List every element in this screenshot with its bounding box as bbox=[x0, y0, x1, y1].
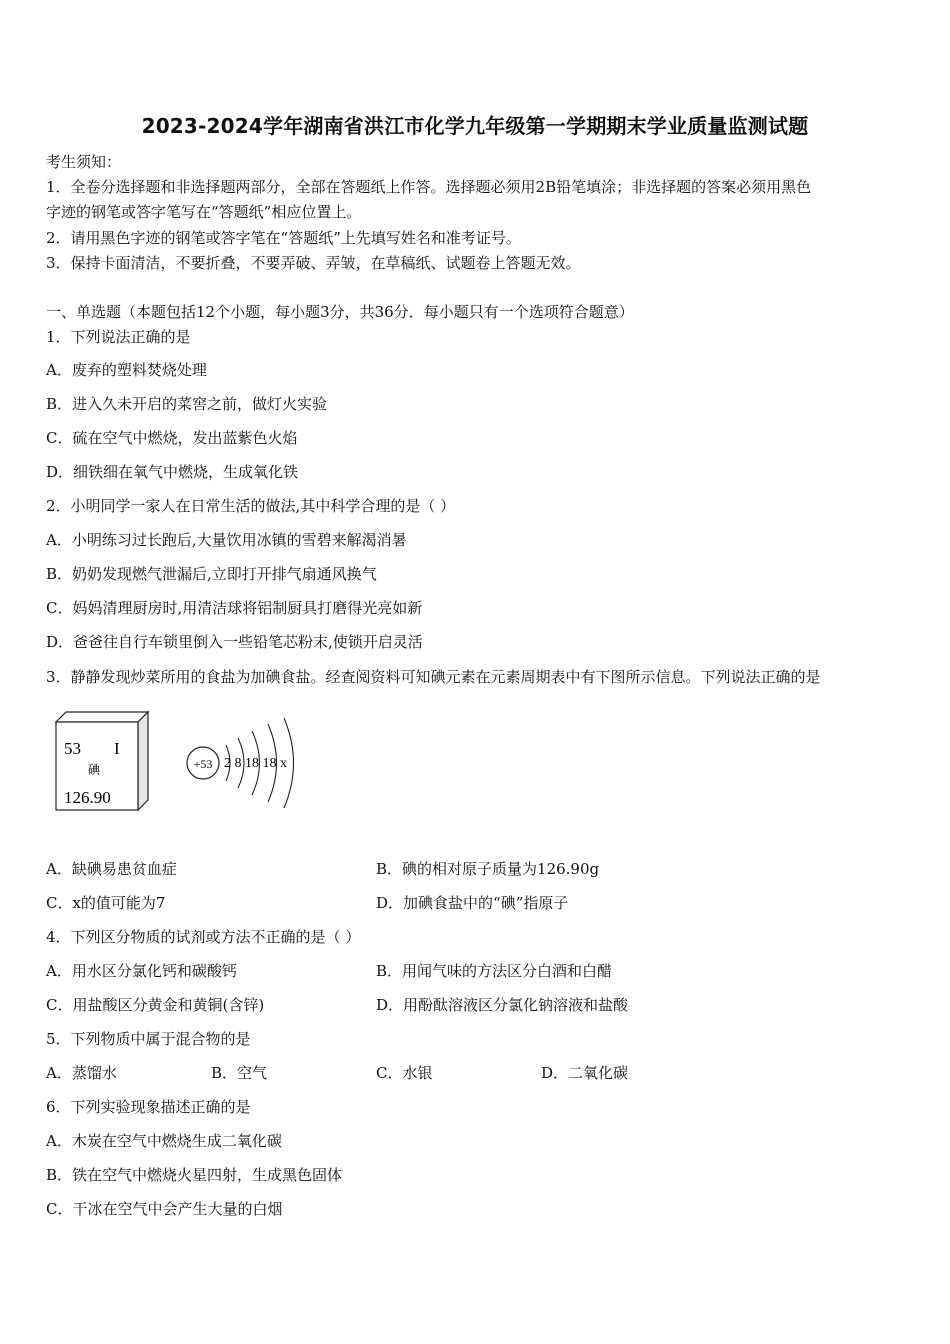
q5-option-b: B．空气 bbox=[211, 1064, 268, 1082]
electron-shell-counts: 2 8 18 18 x bbox=[224, 756, 287, 771]
q2-option-b: B．奶奶发现燃气泄漏后,立即打开排气扇通风换气 bbox=[46, 565, 377, 583]
notice-item: 3．保持卡面清洁，不要折叠，不要弄破、弄皱，在草稿纸、试题卷上答题无效。 bbox=[46, 254, 581, 272]
nuclear-charge: +53 bbox=[193, 757, 213, 771]
q3-option-a: A．缺碘易患贫血症 bbox=[46, 860, 177, 878]
notice-item: 1．全卷分选择题和非选择题两部分，全部在答题纸上作答。选择题必须用2B铅笔填涂；非选择题的答案必须用黑色 bbox=[46, 178, 812, 196]
element-card-and-atom-diagram bbox=[48, 708, 308, 818]
q1-option-c: C．硫在空气中燃烧，发出蓝紫色火焰 bbox=[46, 429, 298, 447]
question-4-stem: 4．下列区分物质的试剂或方法不正确的是（ ） bbox=[46, 928, 361, 946]
notice-item: 2．请用黑色字迹的钢笔或答字笔在“答题纸”上先填写姓名和准考证号。 bbox=[46, 229, 521, 247]
q5-option-a: A．蒸馏水 bbox=[46, 1064, 117, 1082]
question-5-stem: 5．下列物质中属于混合物的是 bbox=[46, 1030, 251, 1048]
q5-option-c: C．水银 bbox=[376, 1064, 433, 1082]
q3-option-d: D．加碘食盐中的“碘”指原子 bbox=[376, 894, 569, 912]
question-3-stem: 3．静静发现炒菜所用的食盐为加碘食盐。经查阅资料可知碘元素在元素周期表中有下图所示信息。下列说法正确的是 bbox=[46, 668, 821, 686]
q4-option-d: D．用酚酞溶液区分氯化钠溶液和盐酸 bbox=[376, 996, 629, 1014]
q1-option-d: D．细铁细在氧气中燃烧，生成氧化铁 bbox=[46, 463, 299, 481]
q1-option-a: A．废弃的塑料焚烧处理 bbox=[46, 361, 207, 379]
q6-option-c: C．干冰在空气中会产生大量的白烟 bbox=[46, 1200, 283, 1218]
q4-option-b: B．用闻气味的方法区分白酒和白醋 bbox=[376, 962, 613, 980]
q6-option-b: B．铁在空气中燃烧火星四射，生成黑色固体 bbox=[46, 1166, 343, 1184]
q4-option-a: A．用水区分氯化钙和碳酸钙 bbox=[46, 962, 237, 980]
q4-option-c: C．用盐酸区分黄金和黄铜(含锌) bbox=[46, 996, 265, 1014]
q2-option-a: A．小明练习过长跑后,大量饮用冰镇的雪碧来解渴消暑 bbox=[46, 531, 407, 549]
q5-option-d: D．二氧化碳 bbox=[541, 1064, 629, 1082]
element-name: 碘 bbox=[88, 763, 101, 777]
atomic-number: 53 bbox=[64, 739, 81, 758]
element-symbol: I bbox=[114, 739, 120, 758]
notice-item: 字迹的钢笔或答字笔写在“答题纸”相应位置上。 bbox=[46, 203, 362, 221]
q3-option-b: B．碘的相对原子质量为126.90g bbox=[376, 860, 600, 878]
q6-option-a: A．木炭在空气中燃烧生成二氧化碳 bbox=[46, 1132, 282, 1150]
question-2-stem: 2．小明同学一家人在日常生活的做法,其中科学合理的是（ ） bbox=[46, 497, 456, 515]
q2-option-d: D．爸爸往自行车锁里倒入一些铅笔芯粉末,使锁开启灵活 bbox=[46, 633, 423, 651]
atomic-mass: 126.90 bbox=[64, 788, 111, 807]
notice-heading: 考生须知： bbox=[46, 153, 122, 171]
q2-option-c: C．妈妈清理厨房时,用清洁球将铝制厨具打磨得光亮如新 bbox=[46, 599, 423, 617]
q1-option-b: B．进入久未开启的菜窖之前，做灯火实验 bbox=[46, 395, 328, 413]
q3-option-c: C．x的值可能为7 bbox=[46, 894, 166, 912]
section-heading: 一、单选题（本题包括12个小题，每小题3分，共36分．每小题只有一个选项符合题意） bbox=[46, 303, 634, 321]
question-6-stem: 6．下列实验现象描述正确的是 bbox=[46, 1098, 251, 1116]
page-title: 2023-2024学年湖南省洪江市化学九年级第一学期期末学业质量监测试题 bbox=[141, 114, 809, 138]
iodine-element-figure bbox=[48, 708, 308, 818]
question-1-stem: 1．下列说法正确的是 bbox=[46, 328, 191, 346]
